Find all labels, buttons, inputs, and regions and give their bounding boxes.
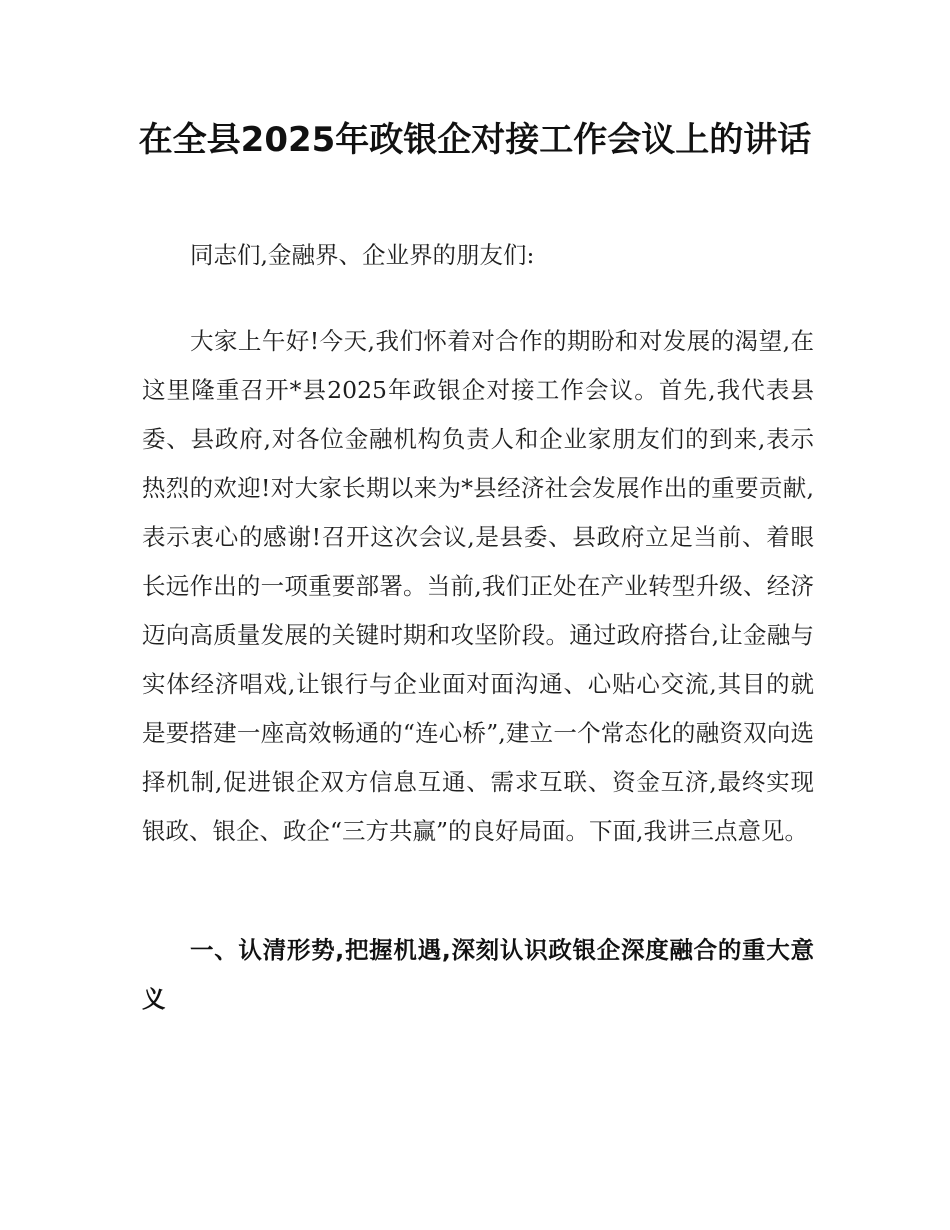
section-heading-1: 一、认清形势,把握机遇,深刻认识政银企深度融合的重大意义 <box>142 936 814 1013</box>
salutation-paragraph: 同志们,金融界、企业界的朋友们: <box>190 241 535 269</box>
opening-paragraph: 大家上午好!今天,我们怀着对合作的期盼和对发展的渴望,在这里隆重召开*县2025年政银企对接工作会议。首先,我代表县委、县政府,对各位金融机构负责人和企业家朋友们的到来,表示热烈的欢迎!对大家长期以来为*县经济社会发展作出的重要贡献,表示衷心的感谢!召开这次会议,是县委、县政府立足当前、着眼长远作出的一项重要部署。当前,我们正处在产业转型升级、经济迈向高质量发展的关键时期和攻坚阶段。通过政府搭台,让金融与实体经济唱戏,让银行与企业面对面沟通、心贴心交流,其目的就是要搭建一座高效畅通的“连心桥”,建立一个常态化的融资双向选择机制,促进银企双方信息互通、需求互联、资金互济,最终实现银政、银企、政企“三方共赢”的良好局面。下面,我讲三点意见。 <box>142 327 814 845</box>
document-title: 在全县2025年政银企对接工作会议上的讲话 <box>138 120 812 160</box>
